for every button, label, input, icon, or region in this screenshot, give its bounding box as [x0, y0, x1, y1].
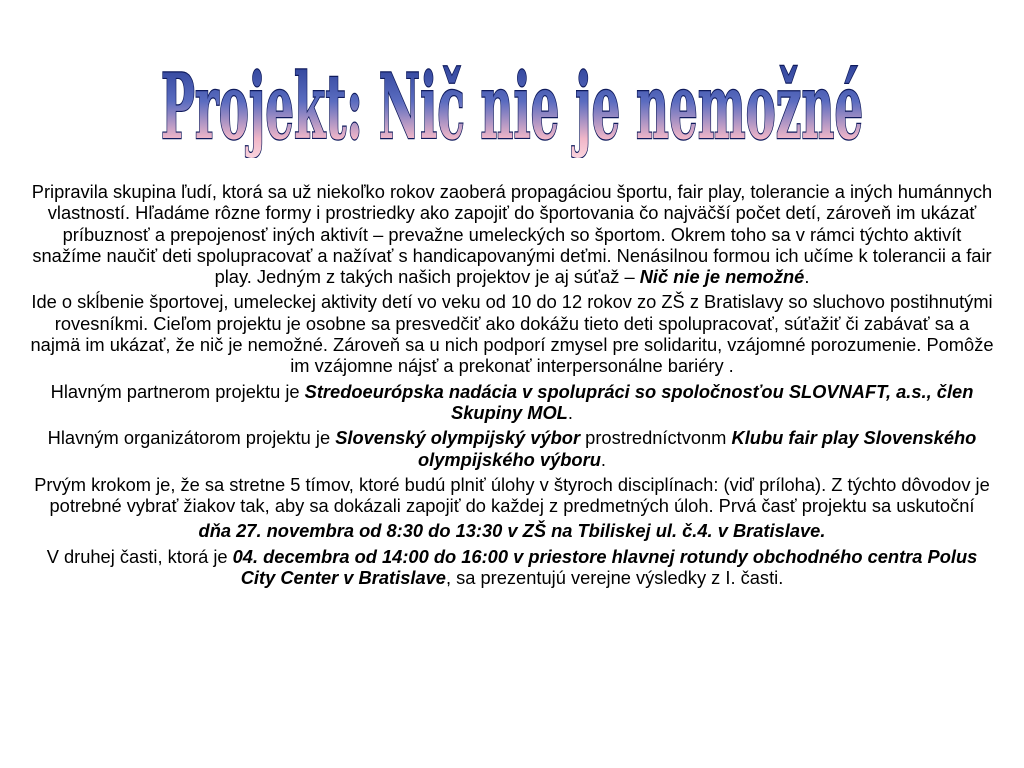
partner-text: Hlavným partnerom projektu je	[50, 380, 305, 402]
partner-name: Stredoeurópska nadácia v spolupráci so spoločnosťou SLOVNAFT, a.s., člen Skupiny MOL	[304, 380, 974, 423]
paragraph-intro	[30, 181, 994, 287]
organizer-name: Slovenský olympijský výbor	[335, 427, 581, 449]
intro-text: Pripravila skupina ľudí, ktorá sa už niekoľko rokov zaoberá propagáciou športu, fair play, tolerancie a iných humánnych vlastností. Hľadáme rôzne formy i prostriedky ako zapojiť do športovania čo najväčší počet detí, zároveň im ukázať príbuznosť a prepojenosť iných aktivít – prevažne umeleckých so športom. Okrem toho sa v rámci týchto aktivít snažíme naučiť deti spolupracovať a nažívať s handicapovanými deťmi. Nenásilnou formou ich učíme k tolerancii a fair play. Jedným z takých našich projektov je aj súťaž –	[31, 181, 993, 288]
title-text: Projekt: Nič nie je nemožné	[160, 53, 864, 158]
wordart-title	[0, 8, 1024, 158]
paragraph-second-part	[30, 546, 994, 589]
partner-end: .	[567, 401, 573, 423]
document-body	[30, 181, 994, 592]
organizer-middle: prostredníctvonm	[580, 427, 732, 449]
competition-name: Nič nie je nemožné	[639, 266, 805, 288]
club-name: Klubu fair play Slovenského olympijského výboru	[418, 427, 977, 470]
first-step-text: Prvým krokom je, že sa stretne 5 tímov, ktoré budú plniť úlohy v štyroch disciplínach: (viď príloha). Z týchto dôvodov je potrebné vybrať žiakov tak, aby sa dokázali zapojiť do každej z predmetných úloh. Prvá časť projektu sa uskutoční	[34, 473, 990, 517]
organizer-text: Hlavným organizátorom projektu je	[47, 427, 336, 449]
second-event-date: 04. decembra od 14:00 do 16:00 v priestore hlavnej rotundy obchodného centra Polus City Center v Bratislave	[232, 545, 978, 589]
paragraph-goals	[30, 291, 994, 376]
second-part-end: , sa prezentujú verejne výsledky z I. časti.	[445, 567, 784, 589]
page-title	[0, 8, 1024, 158]
first-event-date: dňa 27. novembra od 8:30 do 13:30 v ZŠ na Tbiliskej ul. č.4. v Bratislave.	[198, 520, 826, 542]
intro-end: .	[804, 266, 810, 288]
paragraph-first-step	[30, 474, 994, 517]
paragraph-organizer	[30, 427, 994, 470]
paragraph-first-date	[30, 520, 994, 541]
paragraph-partner	[30, 381, 994, 424]
second-part-text: V druhej časti, ktorá je	[46, 545, 233, 567]
goals-text: Ide o skĺbenie športovej, umeleckej aktivity detí vo veku od 10 do 12 rokov zo ZŠ z Bratislavy so sluchovo postihnutými rovesníkmi. Cieľom projektu je osobne sa presvedčiť ako dokážu tieto deti spolupracovať, súťažiť či zabávať sa a najmä im ukázať, že nič je nemožné. Zároveň sa u nich podporí zmysel pre solidaritu, vzájomné porozumenie. Pomôže im vzájomne nájsť a prekonať interpersonálne bariéry .	[30, 291, 994, 377]
organizer-end: .	[600, 448, 606, 470]
